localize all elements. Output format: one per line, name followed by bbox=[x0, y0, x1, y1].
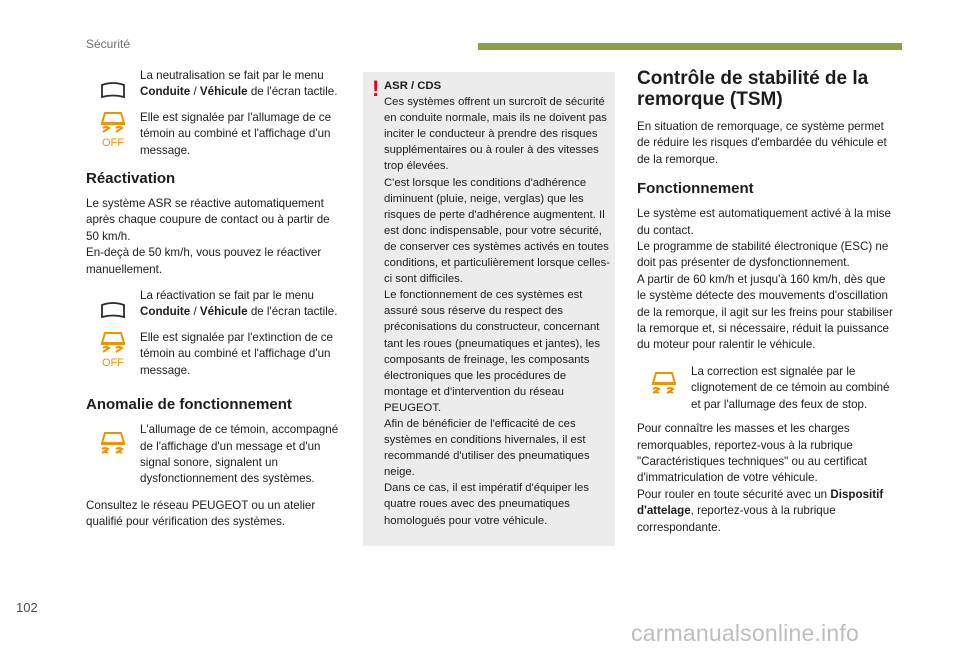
warning-content bbox=[384, 78, 612, 529]
operation-title: Fonctionnement bbox=[637, 180, 754, 198]
neutralisation-signal-text: Elle est signalée par l'allumage de ce témoin au combiné et l'affichage d'un message. bbox=[140, 110, 332, 157]
warning-paragraph: C'est lorsque les conditions d'adhérence diminuent (pluie, neige, verglas) que les risques de perte d'adhérence augmentent. Il est donc indispensable, pour votre sécurité, de conserver ces systèmes activés en toutes conditions, et particulièrement lorsque celles-ci sont difficiles. bbox=[384, 176, 611, 286]
neutralisation-menu-text: La neutralisation se fait par le menu Conduite / Véhicule de l'écran tactile. bbox=[140, 69, 338, 99]
fault-signal-text: L'allumage de ce témoin, accompagné de l'affichage d'un message et d'un signal sonore, signalent un dysfonctionnement des systèmes. bbox=[140, 423, 339, 486]
reactivation-text-2: En-deçà de 50 km/h, vous pouvez le réactiver manuellement. bbox=[86, 246, 322, 276]
traction-off-icon bbox=[86, 330, 140, 368]
section-label: Sécurité bbox=[86, 37, 131, 51]
operation-text: Le système est automatiquement activé à la mise du contact. bbox=[637, 207, 891, 237]
svg-text:OFF: OFF bbox=[102, 136, 124, 148]
tsm-signal-row bbox=[637, 364, 893, 413]
tsm-intro: En situation de remorquage, ce système permet de réduire les risques d'embardée du véhicule et de la remorque. bbox=[637, 120, 887, 166]
fault-text: Consultez le réseau PEUGEOT ou un atelier qualifié pour vérification des systèmes. bbox=[86, 498, 316, 529]
traction-off-icon bbox=[86, 110, 140, 148]
reactivation-menu-row bbox=[86, 288, 344, 321]
svg-text:OFF: OFF bbox=[102, 356, 124, 368]
fault-signal-row bbox=[86, 422, 344, 488]
neutralisation-menu-row bbox=[86, 68, 344, 101]
neutralisation-signal-row bbox=[86, 110, 344, 159]
reactivation-menu-text: La réactivation se fait par le menu Conduite / Véhicule de l'écran tactile. bbox=[140, 289, 338, 319]
warning-paragraph: Le fonctionnement de ces systèmes est assuré sous réserve du respect des préconisations du constructeur, concernant tant les roues (pneumatiques et jantes), les composants de freinage, les composants électroniques que les procédures de montage et d'intervention du réseau PEUGEOT. bbox=[384, 289, 601, 414]
operation-text: Le programme de stabilité électronique (ESC) ne doit pas présenter de dysfonctionnement. bbox=[637, 240, 889, 270]
warning-exclamation-icon: ! bbox=[372, 76, 380, 101]
reactivation-signal-row bbox=[86, 330, 344, 379]
masses-text: Pour connaître les masses et les charges remorquables, reportez-vous à la rubrique "Caractéristiques techniques" ou au certificat d'immatriculation de votre véhicule. bbox=[637, 422, 867, 485]
header-accent-bar bbox=[478, 43, 902, 50]
tsm-signal-text: La correction est signalée par le clignotement de ce témoin au combiné et par l'allumage des feux de stop. bbox=[691, 364, 890, 411]
operation-text: A partir de 60 km/h et jusqu'à 160 km/h, dès que le système détecte des mouvements d'oscillation de la remorque, il agit sur les freins pour stabiliser la remorque et, si nécessaire, réduit la puissance du moteur pour ralentir le véhicule. bbox=[637, 272, 893, 352]
touchscreen-icon bbox=[86, 288, 140, 320]
safety-text: Pour rouler en toute sécurité avec un Dispositif d'attelage, reportez-vous à la rubrique correspondante. bbox=[637, 487, 884, 534]
traction-warning-icon bbox=[637, 364, 691, 402]
touchscreen-icon bbox=[86, 68, 140, 100]
warning-paragraph: Afin de bénéficier de l'efficacité de ces systèmes en conditions hivernales, il est recommandé d'utiliser des pneumatiques neige. bbox=[384, 417, 590, 479]
warning-title: ASR / CDS bbox=[384, 80, 442, 92]
page-number: 102 bbox=[16, 600, 38, 615]
tsm-title: Contrôle de stabilité de la remorque (TSM) bbox=[637, 68, 869, 110]
warning-paragraph: Dans ce cas, il est impératif d'équiper les quatre roues avec des pneumatiques homologués pour votre véhicule. bbox=[384, 482, 589, 527]
fault-title: Anomalie de fonctionnement bbox=[86, 396, 292, 414]
reactivation-title: Réactivation bbox=[86, 170, 176, 188]
traction-warning-icon bbox=[86, 422, 140, 462]
column-left bbox=[86, 68, 344, 537]
reactivation-signal-text: Elle est signalée par l'extinction de ce témoin au combiné et l'affichage d'un message. bbox=[140, 330, 333, 377]
watermark: carmanualsonline.info bbox=[631, 620, 859, 646]
column-right bbox=[637, 68, 893, 536]
warning-paragraph: Ces systèmes offrent un surcroît de sécurité en conduite normale, mais ils ne doivent pas inciter le conducteur à prendre des risques supplémentaires ou à rouler à des vitesses trop élevées. bbox=[384, 96, 607, 173]
reactivation-text: Le système ASR se réactive automatiquement après chaque coupure de contact ou à partir de 50 km/h. bbox=[86, 197, 330, 243]
